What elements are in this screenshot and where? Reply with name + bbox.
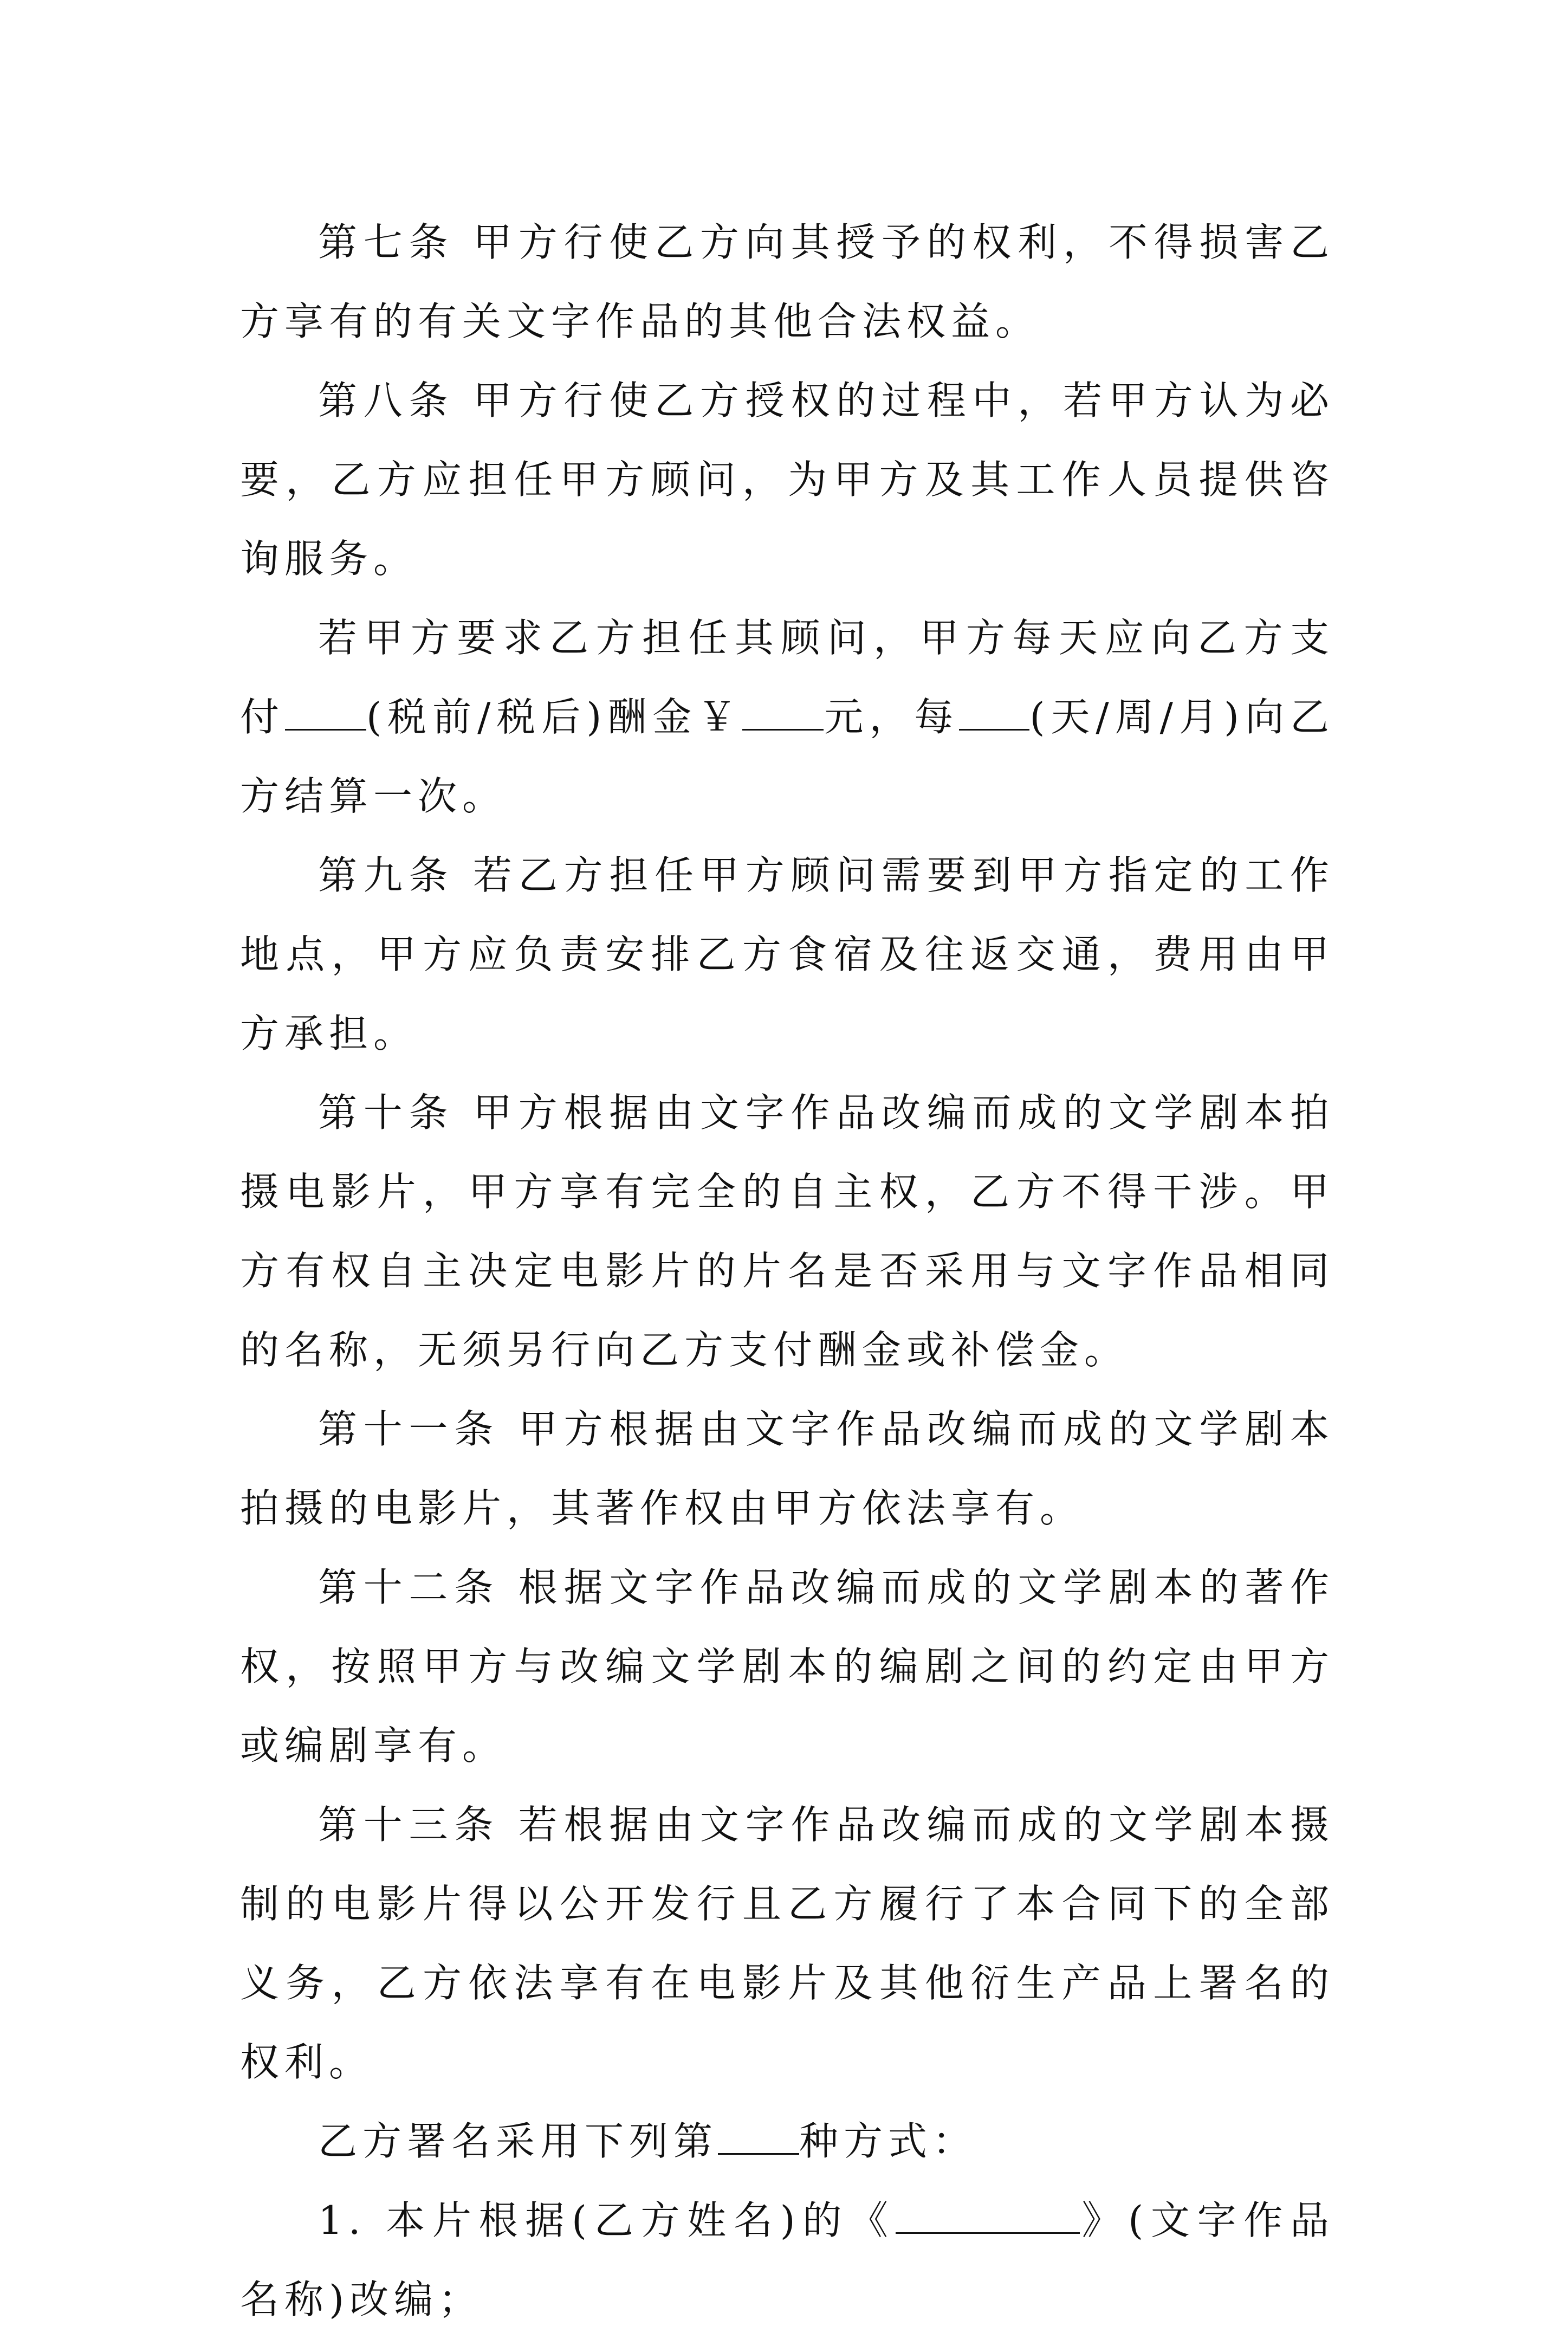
signature-tail-text: 种方式： [799,2118,977,2164]
signature-option-blank [718,2122,799,2155]
option-1-lead-text: 1. 本片根据(乙方姓名)的《 [318,2198,896,2243]
article-12: 第十二条 根据文字作品改编而成的文学剧本的著作权，按照甲方与改编文学剧本的编剧之间的约定由甲方或编剧享有。 [240,1565,1334,1768]
article-11: 第十一条 甲方根据由文字作品改编而成的文学剧本拍摄的电影片，其著作权由甲方依法享有。 [240,1406,1334,1531]
consult-lead-text: 若甲方要求乙方担任其顾问，甲方每天应向乙方支付 [240,615,1334,740]
fee-amount-blank [742,697,824,731]
settlement-period-text: (天/周/月)向乙方结算一次。 [240,694,1334,819]
fee-unit-text: 元，每 [824,694,960,740]
contract-body [240,203,1334,2339]
article-9: 第九条 若乙方担任甲方顾问需要到甲方指定的工作地点，甲方应负责安排乙方食宿及往返交通，费用由甲方承担。 [240,852,1334,1056]
fee-type-text: (税前/税后)酬金￥ [366,694,743,740]
fee-basis-blank [285,697,366,731]
signature-lead-text: 乙方署名采用下列第 [318,2118,718,2164]
article-7: 第七条 甲方行使乙方向其授予的权利，不得损害乙方享有的有关文字作品的其他合法权益。 [240,219,1334,344]
consultant-fee-paragraph [240,598,1334,836]
signature-option-1 [240,2181,1334,2339]
signature-method-paragraph [240,2102,1334,2181]
article-13: 第十三条 若根据由文字作品改编而成的文学剧本摄制的电影片得以公开发行且乙方履行了本合同下的全部义务，乙方依法享有在电影片及其他衍生产品上署名的权利。 [240,1802,1334,2085]
article-10: 第十条 甲方根据由文字作品改编而成的文学剧本拍摄电影片，甲方享有完全的自主权，乙方不得干涉。甲方有权自主决定电影片的片名是否采用与文字作品相同的名称，无须另行向乙方支付酬金或补偿金。 [240,1090,1334,1373]
option-1-tail-text: 》(文字作品名称)改编； [240,2198,1335,2322]
work-title-blank [896,2201,1080,2234]
settlement-period-blank [959,697,1029,731]
article-8: 第八条 甲方行使乙方授权的过程中，若甲方认为必要，乙方应担任甲方顾问，为甲方及其工作人员提供咨询服务。 [240,378,1334,581]
